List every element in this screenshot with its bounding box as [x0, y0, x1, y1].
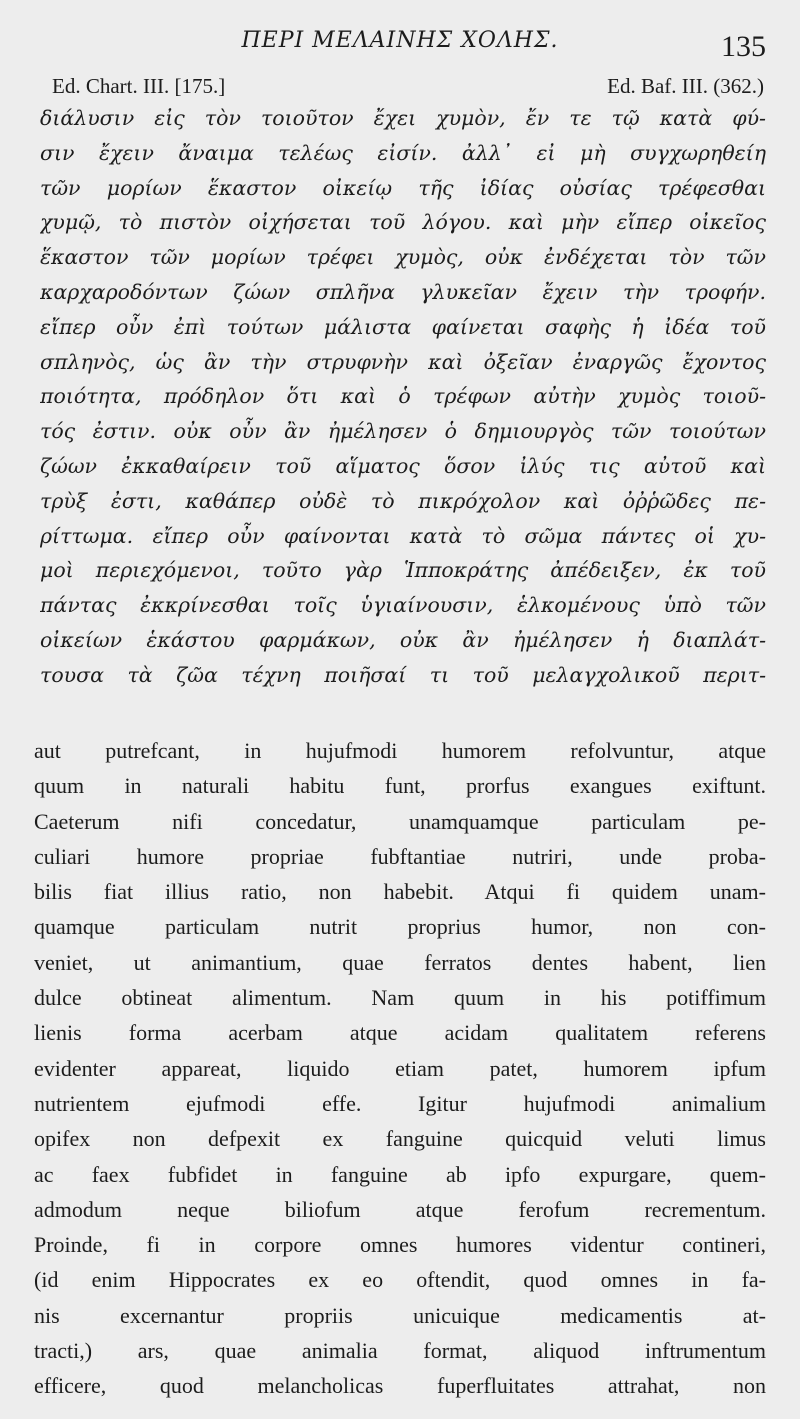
greek-text-line: τρὺξ ἐστι, καθάπερ οὐδὲ τὸ πικρόχολον καὶ ὀῤῥῶδες πε-: [40, 488, 766, 513]
latin-text-line: nutrientem ejufmodi effe. Igitur hujufmodi animalium: [34, 1090, 766, 1116]
greek-text-line: πάντας ἐκκρίνεσθαι τοῖς ὑγιαίνουσιν, ἑλκομένους ὑπὸ τῶν: [40, 593, 766, 618]
latin-text-line: (id enim Hippocrates ex eo oftendit, quod omnes in fa-: [34, 1267, 766, 1293]
greek-text-line: οἰκείων ἑκάστου φαρμάκων, οὐκ ἂν ἠμέλησεν ἡ διαπλάτ-: [40, 627, 766, 652]
greek-text-line: ρίττωμα. εἴπερ οὖν φαίνονται κατὰ τὸ σῶμα πάντες οἱ χυ-: [40, 523, 766, 548]
latin-text-line: quamque particulam nutrit proprius humor, non con-: [34, 914, 766, 940]
latin-text-line: veniet, ut animantium, quae ferratos dentes habent, lien: [34, 949, 766, 975]
latin-text-line: ac faex fubfidet in fanguine ab ipfo expurgare, quem-: [34, 1161, 766, 1187]
greek-text-line: τουσα τὰ ζῶα τέχνη ποιῆσαί τι τοῦ μελαγχολικοῦ περιτ-: [40, 662, 766, 687]
greek-text-line: ἕκαστον τῶν μορίων τρέφει χυμὸς, οὐκ ἐνδέχεται τὸν τῶν: [40, 245, 766, 270]
greek-text-line: εἴπερ οὖν ἐπὶ τούτων μάλιστα φαίνεται σαφὴς ἡ ἰδέα τοῦ: [40, 314, 766, 339]
latin-text-block: [34, 733, 766, 1404]
greek-text-line: ζώων ἐκκαθαίρειν τοῦ αἵματος ὅσον ἰλύς τις αὐτοῦ καὶ: [40, 453, 766, 478]
latin-text-line: dulce obtineat alimentum. Nam quum in his potiffimum: [34, 985, 766, 1011]
latin-text-line: culiari humore propriae fubftantiae nutriri, unde proba-: [34, 843, 766, 869]
running-title: ΠΕΡΙ ΜΕΛΑΙΝΗΣ ΧΟΛΗΣ.: [241, 28, 559, 53]
greek-text-line: τῶν μορίων ἕκαστον οἰκείῳ τῆς ἰδίας οὐσίας τρέφεσθαι: [40, 175, 766, 200]
greek-text-line: ποιότητα, πρόδηλον ὅτι καὶ ὁ τρέφων αὐτὴν χυμὸς τοιοῦ-: [40, 384, 766, 409]
latin-text-line: evidenter appareat, liquido etiam patet, humorem ipfum: [34, 1055, 766, 1081]
latin-text-line: opifex non defpexit ex fanguine quicquid veluti limus: [34, 1126, 766, 1152]
greek-text-line: διάλυσιν εἰς τὸν τοιοῦτον ἔχει χυμὸν, ἔν τε τῷ κατὰ φύ-: [40, 106, 766, 130]
greek-text-line: χυμῷ, τὸ πιστὸν οἰχήσεται τοῦ λόγου. καὶ μὴν εἴπερ οἰκεῖος: [40, 210, 766, 235]
greek-text-block: [40, 101, 766, 693]
edition-basel: Ed. Baf. III. (362.): [607, 74, 764, 98]
latin-text-line: tracti,) ars, quae animalia format, aliquod inftrumentum: [34, 1338, 766, 1364]
page-number: 135: [721, 30, 766, 63]
latin-text-line: aut putrefcant, in hujufmodi humorem refolvuntur, atque: [34, 738, 766, 763]
latin-text-line: lienis forma acerbam atque acidam qualitatem referens: [34, 1020, 766, 1046]
latin-text-line: admodum neque biliofum atque ferofum recrementum.: [34, 1196, 766, 1222]
greek-text-line: σπληνὸς, ὡς ἂν τὴν στρυφνὴν καὶ ὀξεῖαν ἐναργῶς ἔχοντος: [40, 349, 766, 374]
greek-text-line: σιν ἔχειν ἄναιμα τελέως εἰσίν. ἀλλ᾽ εἰ μὴ συγχωρηθείη: [40, 140, 766, 165]
latin-text-line: nis excernantur propriis unicuique medicamentis at-: [34, 1302, 766, 1328]
latin-text-line: bilis fiat illius ratio, non habebit. Atqui fi quidem unam-: [34, 879, 766, 905]
greek-text-line: τός ἐστιν. οὐκ οὖν ἂν ἠμέλησεν ὁ δημιουργὸς τῶν τοιούτων: [40, 419, 766, 444]
edition-references: [52, 74, 764, 100]
latin-text-line: Caeterum nifi concedatur, unamquamque particulam pe-: [34, 808, 766, 834]
latin-text-line: efficere, quod melancholicas fuperfluitates attrahat, non: [34, 1373, 766, 1399]
greek-text-line: μοὶ περιεχόμενοι, τοῦτο γὰρ Ἱπποκράτης ἀπέδειξεν, ἐκ τοῦ: [40, 558, 766, 583]
latin-text-line: Proinde, fi in corpore omnes humores videntur contineri,: [34, 1232, 766, 1258]
edition-chartier: Ed. Chart. III. [175.]: [52, 74, 226, 98]
greek-text-line: καρχαροδόντων ζώων σπλῆνα γλυκεῖαν ἔχειν τὴν τροφήν.: [40, 279, 766, 304]
latin-text-line: quum in naturali habitu funt, prorfus exangues exiftunt.: [34, 773, 766, 799]
